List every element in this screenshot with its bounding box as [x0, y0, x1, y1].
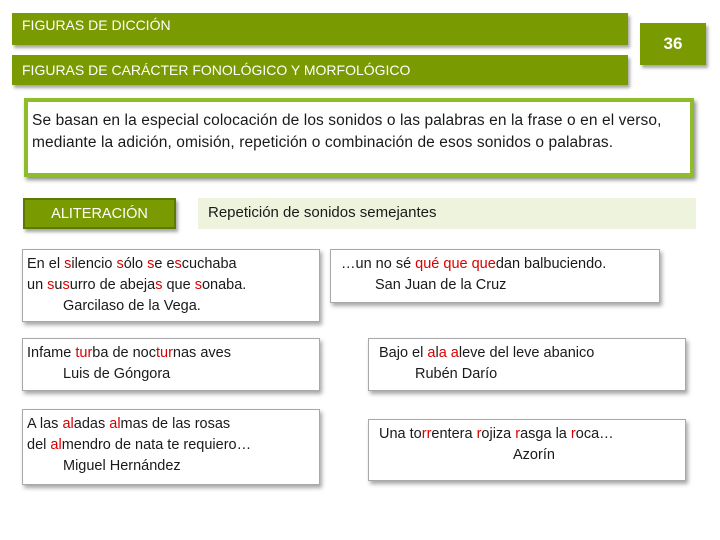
intro-line-1: Se basan en la especial colocación de los sonidos o las palabras en la frase o en el verso,	[32, 112, 662, 129]
alliteration-highlight: qué que que	[415, 256, 496, 272]
section-subtitle: FIGURAS DE CARÁCTER FONOLÓGICO Y MORFOLÓGICO	[12, 55, 628, 85]
alliteration-highlight: s	[155, 277, 163, 293]
aliteracion-description: Repetición de sonidos semejantes	[198, 198, 696, 229]
author-name: Rubén Darío	[415, 366, 498, 382]
verse-text: asga la	[520, 426, 571, 442]
example-card-garcilaso	[22, 249, 320, 322]
alliteration-highlight: a	[438, 345, 447, 361]
verse-text: e e	[154, 256, 175, 272]
verse-text: del	[27, 437, 51, 453]
verse-text: …un no sé	[341, 256, 416, 272]
verse-text: Una to	[379, 426, 422, 442]
verse-text: oca…	[575, 426, 614, 442]
alliteration-highlight: tur	[155, 345, 173, 361]
verse-text: cuchaba	[181, 256, 237, 272]
example-card-gongora	[22, 338, 320, 391]
verse-text: l	[435, 345, 439, 361]
verse-text: adas	[73, 416, 110, 432]
verse-line	[27, 414, 313, 435]
verse-text: un	[27, 277, 48, 293]
verse-text: entera	[431, 426, 477, 442]
intro-text-box	[24, 98, 694, 177]
verse-text: nas aves	[172, 345, 231, 361]
alliteration-highlight: rr	[421, 426, 432, 442]
verse-line	[27, 254, 313, 275]
verse-text: urro de abeja	[69, 277, 156, 293]
header-title: FIGURAS DE DICCIÓN	[12, 13, 628, 45]
aliteracion-label: ALITERACIÓN	[23, 198, 176, 229]
verse-line	[335, 254, 653, 275]
intro-line-2: mediante la adición, omisión, repetición o combinación de esos sonidos o palabras.	[32, 134, 614, 151]
verse-text: En el	[27, 256, 65, 272]
verse-text: dan balbuciendo.	[495, 256, 607, 272]
example-card-azorin	[368, 419, 686, 481]
alliteration-highlight: s	[147, 256, 155, 272]
verse-text: que	[162, 277, 195, 293]
verse-text: Bajo el	[379, 345, 428, 361]
verse-text: A las	[27, 416, 63, 432]
verse-text: mendro de nata te requiero…	[61, 437, 252, 453]
verse-text: ólo	[123, 256, 148, 272]
verse-line	[27, 435, 313, 456]
verse-line	[27, 343, 313, 364]
example-card-dario	[368, 338, 686, 391]
verse-text: ojiza	[481, 426, 516, 442]
verse-text: onaba.	[201, 277, 247, 293]
author-name: Garcilaso de la Vega.	[63, 298, 201, 314]
alliteration-highlight: a	[450, 345, 459, 361]
verse-line	[373, 343, 679, 364]
alliteration-highlight: tur	[75, 345, 93, 361]
alliteration-highlight: al	[50, 437, 62, 453]
alliteration-highlight: s	[62, 277, 70, 293]
example-card-hernandez	[22, 409, 320, 485]
author-name: Luis de Góngora	[63, 366, 171, 382]
alliteration-highlight: a	[427, 345, 436, 361]
verse-line	[373, 424, 679, 445]
alliteration-highlight: s	[194, 277, 202, 293]
alliteration-highlight: s	[174, 256, 182, 272]
alliteration-highlight: r	[570, 426, 576, 442]
author-name: San Juan de la Cruz	[375, 277, 507, 293]
alliteration-highlight: r	[515, 426, 521, 442]
verse-line	[27, 275, 313, 296]
verse-text: Infame	[27, 345, 76, 361]
alliteration-highlight: s	[47, 277, 55, 293]
verse-text: mas de las rosas	[120, 416, 231, 432]
alliteration-highlight: r	[476, 426, 482, 442]
alliteration-highlight: al	[109, 416, 121, 432]
author-name: Azorín	[513, 447, 555, 463]
example-card-san-juan	[330, 249, 660, 303]
page-number-badge: 36	[640, 23, 706, 65]
alliteration-highlight: al	[62, 416, 74, 432]
alliteration-highlight: s	[64, 256, 72, 272]
alliteration-highlight: s	[116, 256, 124, 272]
verse-text: leve del leve abanico	[458, 345, 595, 361]
verse-text: ba de noc	[92, 345, 156, 361]
author-name: Miguel Hernández	[63, 458, 181, 474]
verse-text: ilencio	[71, 256, 117, 272]
verse-text: u	[54, 277, 63, 293]
